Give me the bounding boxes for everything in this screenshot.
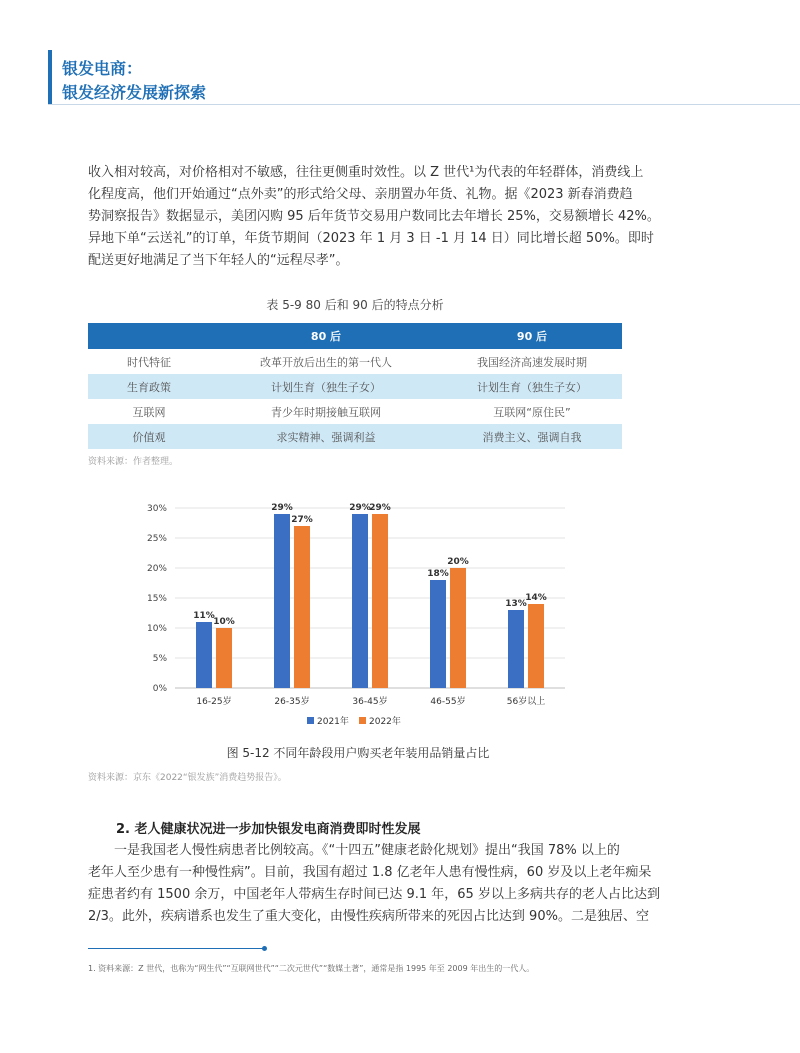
table-cell: 改革开放后出生的第一代人 [260, 355, 392, 369]
text-line: 症患者约有 1500 余万，中国老年人带病生存时间已达 9.1 年，65 岁以上多病共存的老人占比达到 [88, 887, 660, 902]
bar [294, 526, 310, 688]
legend-swatch [359, 717, 366, 724]
figure-source-note: 资料来源：京东《2022“银发族”消费趋势报告》。 [88, 773, 287, 783]
table-cell: 青少年时期接触互联网 [271, 405, 381, 419]
data-label: 14% [525, 593, 547, 603]
intro-paragraph [88, 162, 712, 272]
legend-label: 2022年 [369, 717, 401, 727]
table-cell: 时代特征 [127, 355, 171, 369]
table-header-cell [88, 323, 210, 349]
bar [352, 514, 368, 688]
footnote: 1. 资料来源：Z 世代，也称为“网生代”“互联网世代”“二次元世代”“数媒土著”，通常是指 1995 年至 2009 年出生的一代人。 [88, 964, 535, 973]
table-cell: 互联网 [132, 405, 166, 419]
y-tick-label: 5% [152, 654, 167, 664]
age-group-sales-chart [135, 492, 575, 737]
footnote-divider [88, 948, 264, 949]
header-accent-bar [48, 50, 52, 104]
y-tick-label: 0% [152, 684, 167, 694]
text-line: 收入相对较高，对价格相对不敏感，往往更侧重时效性。以 Z 世代¹为代表的年轻群体，消费线上 [88, 165, 644, 180]
table-header-row [88, 323, 622, 349]
text-line: 老年人至少患有一种慢性病”。目前，我国有超过 1.8 亿老年人患有慢性病，60 岁及以上老年痴呆 [88, 865, 652, 880]
table-title: 表 5-9 80 后和 90 后的特点分析 [266, 298, 444, 312]
y-tick-label: 20% [146, 564, 167, 574]
table-row [88, 424, 622, 449]
data-label: 29% [349, 503, 371, 513]
y-tick-label: 30% [146, 504, 167, 514]
table-row [88, 399, 622, 424]
bar [372, 514, 388, 688]
table-source-note: 资料来源：作者整理。 [88, 457, 179, 467]
running-header-subtitle: 银发经济发展新探索 [62, 83, 207, 102]
y-tick-label: 15% [146, 594, 167, 604]
text-line: 2/3。此外，疾病谱系也发生了重大变化，由慢性疾病所带来的死因占比达到 90%。二是独居、空 [88, 909, 649, 924]
section-heading: 2. 老人健康状况进一步加快银发电商消费即时性发展 [116, 822, 421, 837]
table-cell: 求实精神、强调利益 [210, 424, 442, 449]
table-cell: 互联网“原住民” [493, 405, 571, 419]
text-line: 配送更好地满足了当下年轻人的“远程尽孝”。 [88, 253, 349, 268]
data-label: 29% [369, 503, 391, 513]
data-label: 13% [505, 599, 527, 609]
x-tick-label: 26-35岁 [274, 697, 310, 707]
table-header-cell: 90 后 [442, 323, 622, 349]
bar [430, 580, 446, 688]
text-line: 一是我国老人慢性病患者比例较高。《“十四五”健康老龄化规划》提出“我国 78% 以上的 [88, 843, 620, 858]
text-line: 势洞察报告》数据显示，美团闪购 95 后年货节交易用户数同比去年增长 25%，交易额增长 42%。 [88, 209, 660, 224]
text-line: 化程度高，他们开始通过“点外卖”的形式给父母、亲朋置办年货、礼物。据《2023 新春消费趋 [88, 187, 633, 202]
data-label: 11% [193, 611, 215, 621]
bar [508, 610, 524, 688]
section-paragraph [88, 840, 712, 928]
table-row [88, 374, 622, 399]
x-tick-label: 56岁以上 [506, 697, 546, 707]
table-cell: 价值观 [88, 424, 210, 449]
legend-swatch [307, 717, 314, 724]
data-label: 27% [291, 515, 313, 525]
footnote-divider-dot [262, 946, 267, 951]
y-tick-label: 25% [146, 534, 167, 544]
running-header-title: 银发电商： [62, 59, 143, 78]
x-tick-label: 16-25岁 [196, 697, 232, 707]
bar [274, 514, 290, 688]
comparison-table [88, 323, 622, 449]
table-cell: 消费主义、强调自我 [442, 424, 622, 449]
figure-caption: 图 5-12 不同年龄段用户购买老年装用品销量占比 [226, 746, 490, 760]
table-cell: 生育政策 [88, 374, 210, 399]
header-divider [48, 104, 800, 105]
bar [216, 628, 232, 688]
data-label: 20% [447, 557, 469, 567]
table-header-cell: 80 后 [210, 323, 442, 349]
bar [196, 622, 212, 688]
table-row [88, 349, 622, 374]
data-label: 10% [213, 617, 235, 627]
bar [450, 568, 466, 688]
bar [528, 604, 544, 688]
table-cell: 计划生育（独生子女） [442, 374, 622, 399]
table-cell: 我国经济高速发展时期 [477, 355, 587, 369]
x-tick-label: 46-55岁 [430, 697, 466, 707]
data-label: 18% [427, 569, 449, 579]
table-cell: 计划生育（独生子女） [210, 374, 442, 399]
x-tick-label: 36-45岁 [352, 697, 388, 707]
y-tick-label: 10% [146, 624, 167, 634]
data-label: 29% [271, 503, 293, 513]
text-line: 异地下单“云送礼”的订单，年货节期间（2023 年 1 月 3 日 -1 月 14 日）同比增长超 50%。即时 [88, 231, 654, 246]
legend-label: 2021年 [317, 717, 349, 727]
